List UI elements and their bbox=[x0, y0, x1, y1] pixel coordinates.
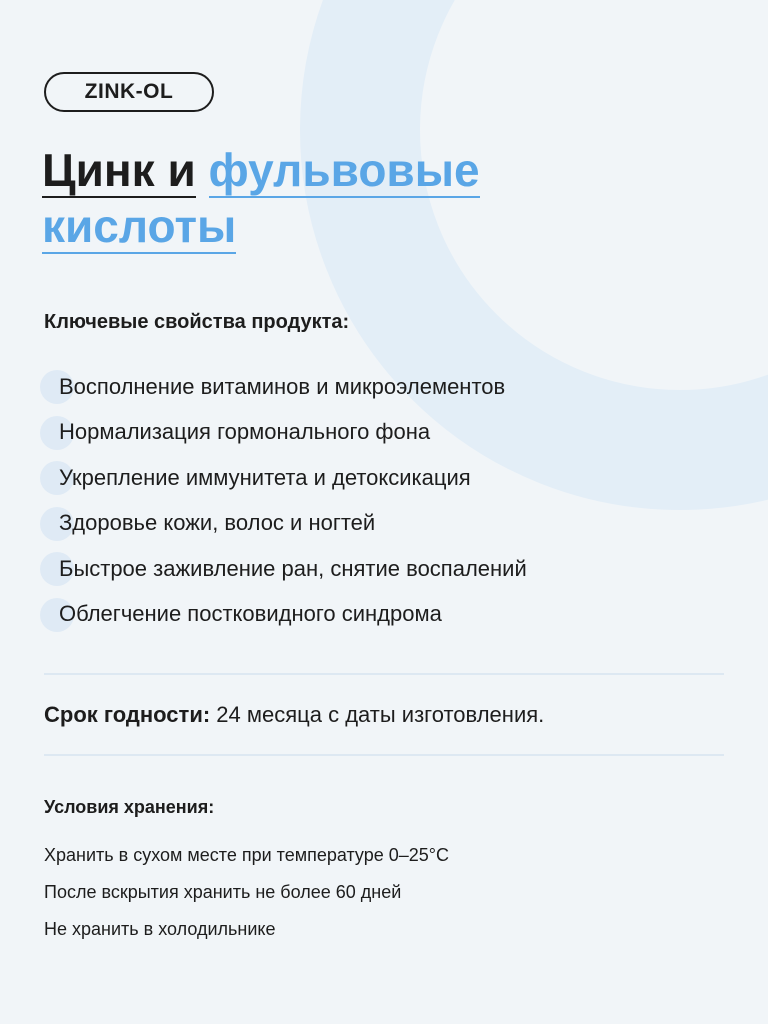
title-line-2 bbox=[42, 198, 480, 254]
list-item bbox=[40, 364, 527, 410]
shelf-life-label: Срок годности: bbox=[44, 702, 211, 727]
title-blue-text: фульвовые bbox=[208, 144, 480, 196]
list-item bbox=[40, 546, 527, 592]
property-text: Нормализация гормонального фона bbox=[59, 419, 431, 445]
list-item: После вскрытия хранить не более 60 дней bbox=[44, 882, 402, 902]
brand-badge: ZINK-OL bbox=[44, 72, 214, 112]
title-dark-text: Цинк и bbox=[42, 144, 196, 196]
storage-heading: Условия хранения: bbox=[44, 797, 215, 817]
list-item: Не хранить в холодильнике bbox=[44, 919, 276, 939]
shelf-life bbox=[44, 702, 544, 728]
list-item bbox=[40, 592, 527, 638]
property-text: Здоровье кожи, волос и ногтей bbox=[59, 510, 376, 536]
page-title bbox=[42, 142, 480, 254]
list-item: Хранить в сухом месте при температуре 0–25°C bbox=[44, 845, 449, 865]
list-item bbox=[40, 455, 527, 501]
property-text: Восполнение витаминов и микроэлементов bbox=[59, 373, 506, 399]
property-text: Быстрое заживление ран, снятие воспалений bbox=[59, 555, 527, 581]
shelf-life-value: 24 месяца с даты изготовления. bbox=[216, 702, 545, 727]
properties-heading: Ключевые свойства продукта: bbox=[44, 311, 350, 333]
storage-list bbox=[44, 840, 449, 951]
title-line-1 bbox=[42, 142, 480, 198]
properties-list bbox=[40, 364, 527, 637]
divider bbox=[44, 673, 724, 675]
title-blue-text-2: кислоты bbox=[42, 200, 237, 252]
divider bbox=[44, 754, 724, 756]
property-text: Укрепление иммунитета и детоксикация bbox=[59, 464, 471, 490]
list-item bbox=[40, 501, 527, 547]
property-text: Облегчение постковидного синдрома bbox=[59, 601, 442, 627]
list-item bbox=[40, 410, 527, 456]
